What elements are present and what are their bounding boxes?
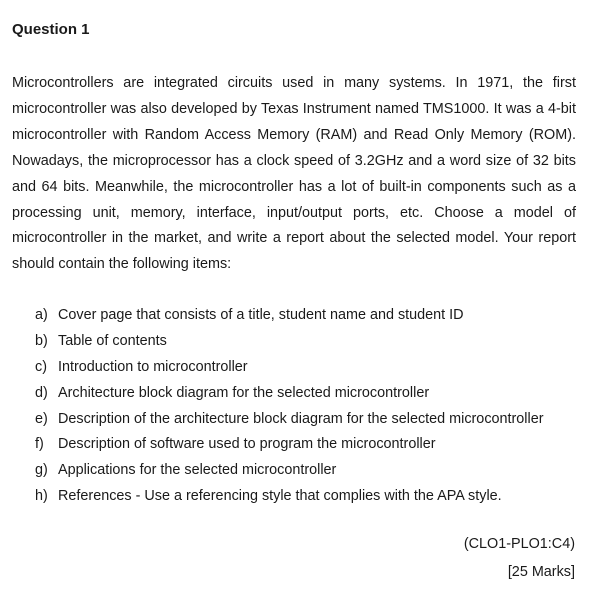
list-item-marker: a) — [35, 307, 48, 323]
list-item-text: Architecture block diagram for the selected microcontroller — [58, 384, 430, 401]
list-item-text: Introduction to microcontroller — [58, 358, 248, 375]
marks-label: [25 Marks] — [507, 564, 575, 580]
question-paragraph: Microcontrollers are integrated circuits used in many systems. In 1971, the first microcontroller was also developed by Texas Instrument named TMS1000. It was a 4-bit microcontroller with Random Access Memory (RAM) and Read Only Memory (ROM). Nowadays, the microprocessor has a clock speed of 3.2GHz and a word size of 32 bits and 64 bits. Meanwhile, the microcontroller has a lot of built-in components such as a processing unit, memory, interface, input/output ports, etc. Choose a model of microcontroller in the market, and write a report about the selected model. Your report should contain the following items: — [12, 75, 576, 273]
list-item-marker: e) — [35, 410, 48, 427]
list-item-text: Description of software used to program the microcontroller — [58, 436, 436, 453]
clo-plo-label: (CLO1-PLO1:C4) — [463, 536, 575, 552]
list-item-marker: f) — [35, 436, 44, 453]
list-item-marker: c) — [35, 358, 47, 375]
question-title: Question 1 — [12, 21, 90, 38]
list-item-text: Applications for the selected microcontroller — [58, 462, 337, 479]
list-item-marker: g) — [35, 462, 48, 479]
list-item-text: References - Use a referencing style that complies with the APA style. — [58, 488, 502, 505]
list-item-marker: h) — [35, 488, 48, 505]
list-item-marker: d) — [35, 384, 48, 401]
list-item-text: Description of the architecture block diagram for the selected microcontroller — [58, 410, 544, 427]
list-item-marker: b) — [35, 332, 48, 349]
list-item-text: Table of contents — [58, 332, 167, 349]
list-item-text: Cover page that consists of a title, student name and student ID — [58, 307, 464, 323]
